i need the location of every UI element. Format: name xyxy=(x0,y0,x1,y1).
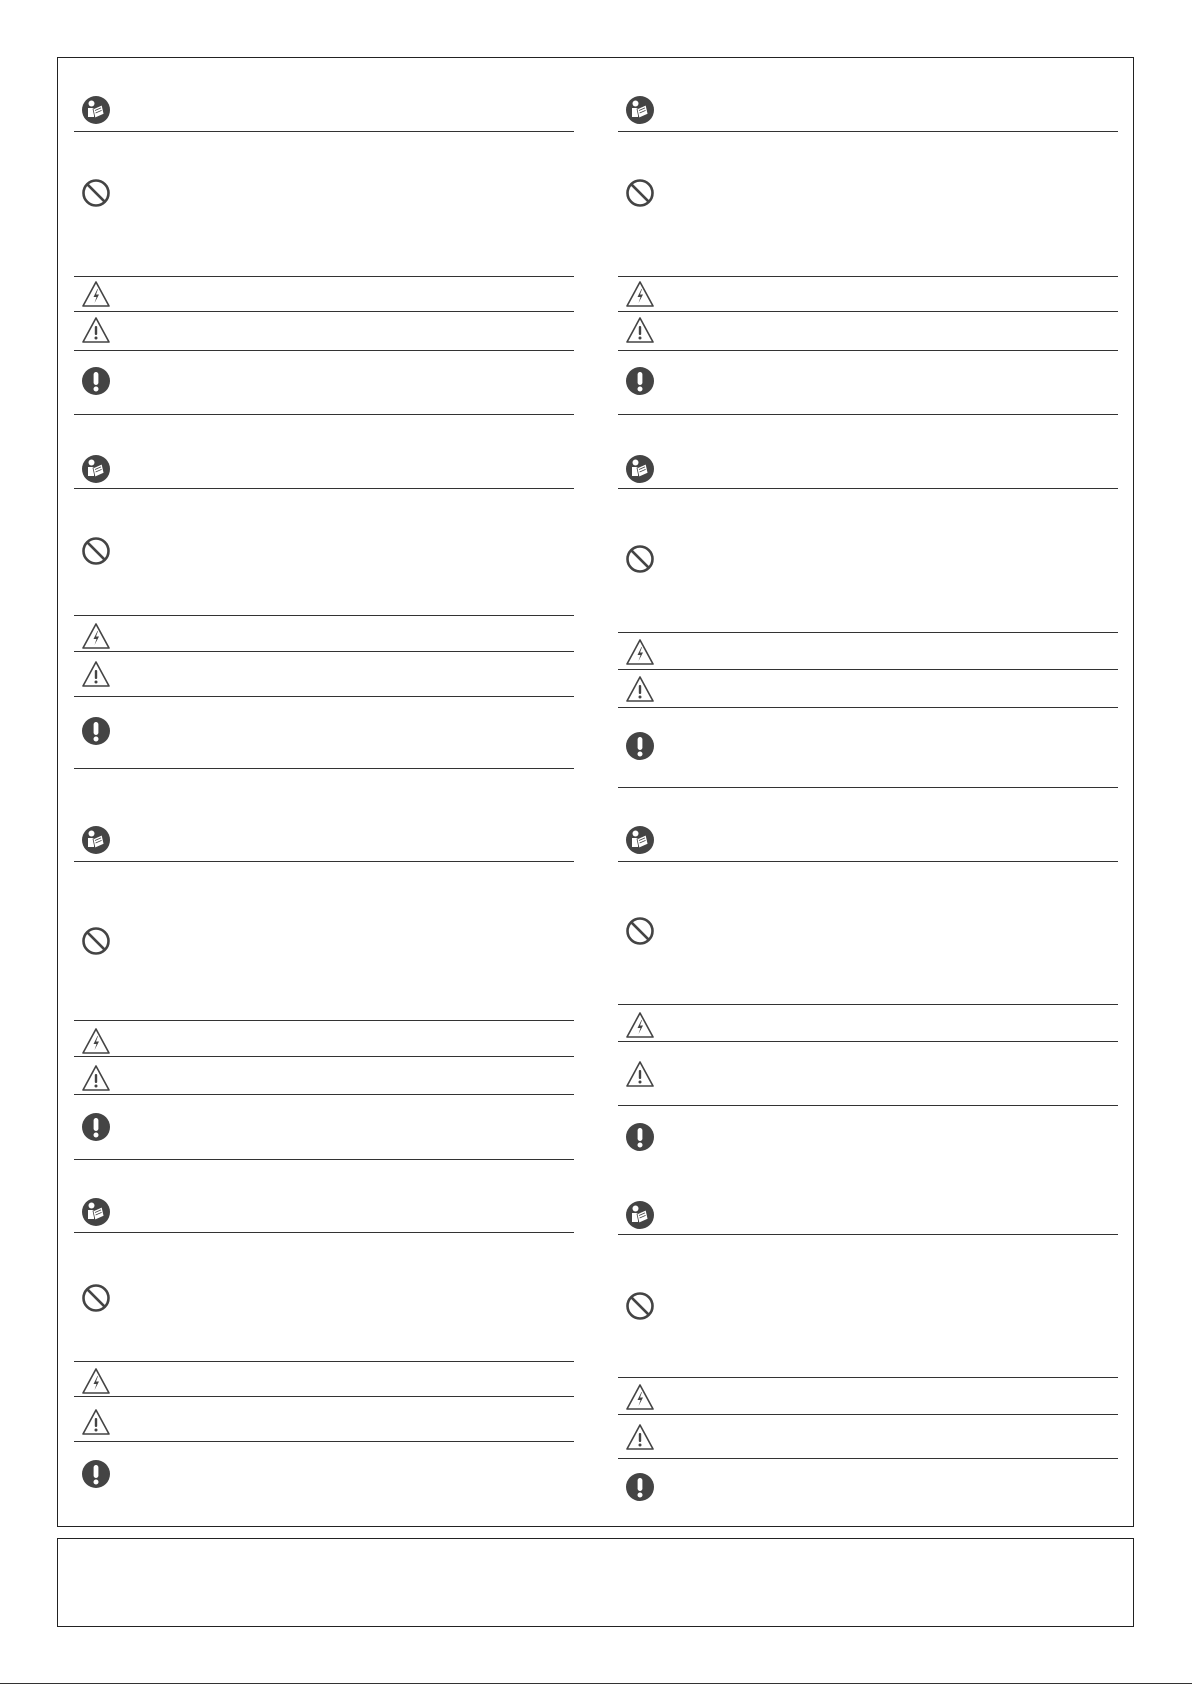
caution-icon xyxy=(81,1063,111,1093)
section-rule xyxy=(74,414,574,415)
section-rule xyxy=(618,1234,1118,1235)
mandatory-action-icon xyxy=(625,1122,655,1152)
read-manual-icon xyxy=(81,825,111,855)
read-manual-icon xyxy=(625,1200,655,1230)
section-rule xyxy=(618,414,1118,415)
section-rule xyxy=(618,1041,1118,1042)
electric-shock-warning-icon xyxy=(81,1026,111,1056)
prohibition-icon xyxy=(625,916,655,946)
read-manual-icon xyxy=(625,95,655,125)
prohibition-icon xyxy=(81,536,111,566)
caution-icon xyxy=(625,674,655,704)
read-manual-icon xyxy=(625,454,655,484)
section-rule xyxy=(74,651,574,652)
section-rule xyxy=(618,350,1118,351)
section-rule xyxy=(74,1361,574,1362)
section-rule xyxy=(618,131,1118,132)
mandatory-action-icon xyxy=(81,1112,111,1142)
read-manual-icon xyxy=(81,1197,111,1227)
prohibition-icon xyxy=(625,1291,655,1321)
section-rule xyxy=(618,1377,1118,1378)
section-rule xyxy=(74,1232,574,1233)
section-rule xyxy=(74,350,574,351)
section-rule xyxy=(74,1159,574,1160)
read-manual-icon xyxy=(81,95,111,125)
prohibition-icon xyxy=(81,1283,111,1313)
caution-icon xyxy=(625,1059,655,1089)
mandatory-action-icon xyxy=(81,716,111,746)
prohibition-icon xyxy=(625,178,655,208)
section-rule xyxy=(618,861,1118,862)
caution-icon xyxy=(625,1422,655,1452)
section-rule xyxy=(74,696,574,697)
caution-icon xyxy=(81,1407,111,1437)
section-rule xyxy=(618,276,1118,277)
caution-icon xyxy=(81,315,111,345)
safety-instructions-frame xyxy=(57,57,1134,1527)
right-column xyxy=(618,58,1118,1526)
section-rule xyxy=(74,311,574,312)
section-rule xyxy=(618,787,1118,788)
section-rule xyxy=(618,1004,1118,1005)
section-rule xyxy=(74,1056,574,1057)
section-rule xyxy=(618,1414,1118,1415)
notice-box xyxy=(57,1538,1134,1627)
mandatory-action-icon xyxy=(625,731,655,761)
section-rule xyxy=(618,632,1118,633)
electric-shock-warning-icon xyxy=(625,1010,655,1040)
section-rule xyxy=(74,615,574,616)
caution-icon xyxy=(81,659,111,689)
left-column xyxy=(74,58,574,1526)
caution-icon xyxy=(625,315,655,345)
section-rule xyxy=(74,1396,574,1397)
read-manual-icon xyxy=(81,454,111,484)
section-rule xyxy=(618,669,1118,670)
section-rule xyxy=(74,861,574,862)
read-manual-icon xyxy=(625,825,655,855)
section-rule xyxy=(74,1441,574,1442)
section-rule xyxy=(74,488,574,489)
prohibition-icon xyxy=(625,544,655,574)
prohibition-icon xyxy=(81,926,111,956)
page-footer-rule xyxy=(0,1683,1192,1684)
section-rule xyxy=(74,276,574,277)
electric-shock-warning-icon xyxy=(625,1382,655,1412)
electric-shock-warning-icon xyxy=(81,1366,111,1396)
section-rule xyxy=(618,1105,1118,1106)
electric-shock-warning-icon xyxy=(625,637,655,667)
section-rule xyxy=(74,1020,574,1021)
section-rule xyxy=(74,131,574,132)
electric-shock-warning-icon xyxy=(625,279,655,309)
electric-shock-warning-icon xyxy=(81,621,111,651)
section-rule xyxy=(618,488,1118,489)
prohibition-icon xyxy=(81,178,111,208)
mandatory-action-icon xyxy=(625,366,655,396)
electric-shock-warning-icon xyxy=(81,279,111,309)
section-rule xyxy=(618,311,1118,312)
mandatory-action-icon xyxy=(81,1459,111,1489)
section-rule xyxy=(618,1458,1118,1459)
section-rule xyxy=(618,707,1118,708)
section-rule xyxy=(74,768,574,769)
mandatory-action-icon xyxy=(81,366,111,396)
mandatory-action-icon xyxy=(625,1472,655,1502)
section-rule xyxy=(74,1094,574,1095)
